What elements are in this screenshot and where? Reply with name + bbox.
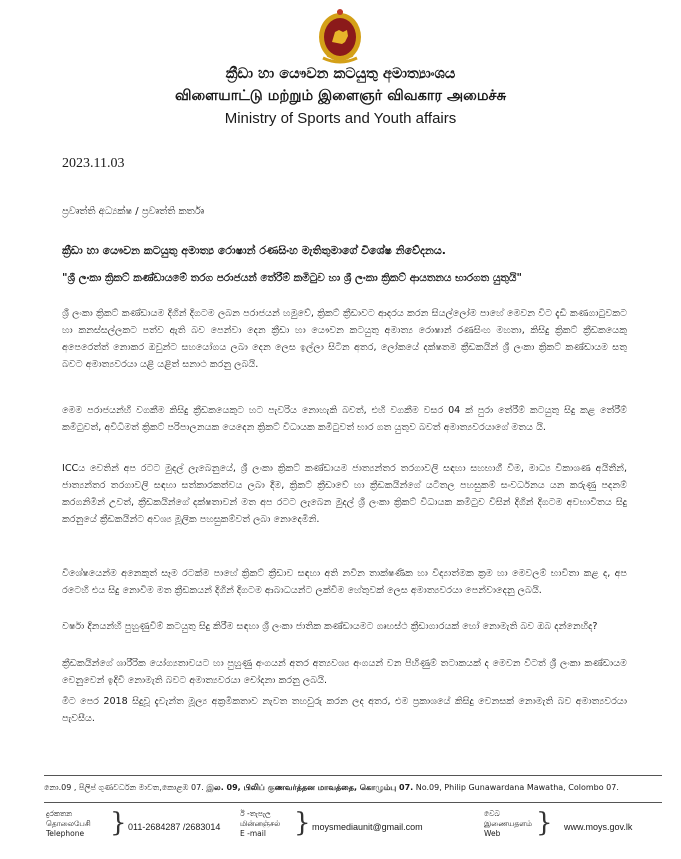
brace-icon: } xyxy=(536,808,553,838)
footer-divider-top xyxy=(44,775,662,776)
body-paragraph: ක්‍රීඩකයින්ගේ ශාරීරික යෝග්‍යතාවයට හා පුහුණු අංගයන් අතර අත්‍යවශ්‍ය අංගයන් වන පිහිණුම් තටාකයක් ද මෙවන විටත් ශ්‍රී ලංකා කණ්ඩායම වෙනුවෙන් ඉදිවී නොමැති බවට අමාත්‍යවරයා චෝදනා කරනු ලබයි. xyxy=(62,658,627,686)
ministry-name-sinhala: ක්‍රීඩා හා යෞවන කටයුතු අමාත්‍යාංශය xyxy=(225,66,456,82)
body-paragraph: වර්ෂා දිනයන්හි පුහුණුවීම් කටයුතු සිදු කිරීම සඳහා ශ්‍රී ලංකා ජාතික කණ්ඩායමට ගෘහස්ථ ක්‍රීඩාගාරයක් හෝ නොමැති බව ඔබ දන්නෙහිද? xyxy=(62,621,598,632)
footer-address xyxy=(44,783,664,793)
address-sinhala: නො.09 , පිලිප් ගුණවර්ධන මාවත,කොළඹ 07. xyxy=(44,783,204,792)
phone-number: 011-2684287 /2683014 xyxy=(128,822,221,832)
sri-lanka-emblem-icon xyxy=(317,8,363,64)
body-paragraph: ශ්‍රී ලංකා ක්‍රිකට් කණ්ඩායම දිගින් දිගටම ලබන පරාජයන් හමුවේ, ක්‍රිකට් ක්‍රීඩාවට ආදරය කරන සියල්ලෝම පාහේ මෙවන විට දැඩි කණගාටුවකට හා කනස්සල්ලකට පත්ව ඇති බව පෙන්වා දෙන ක්‍රීඩා හා යෞවන කටයුතු අමාත්‍ය රොෂාන් රණසිංහ මහතා, කිසිදු ක්‍රිකට් ක්‍රීඩකයෙකු අපෙරෙත්ත් නොකර ඔවුන්ට සහයෝගය ලබා දෙන ලෙස ඉල්ලා සිටින අතර, ලෝකයේ දක්ෂතම ක්‍රීඩකයින් ශ්‍රී ලංකා ක්‍රිකට් කණ්ඩායම සතු බවට අමාත්‍යවරයා යළි යළිත් සනාථ කරනු ලබයි. xyxy=(62,308,627,370)
email-label: ඊ -තැපැල மின்னஞ்சல் E -mail xyxy=(240,809,281,838)
email-address[interactable]: moysmediaunit@gmail.com xyxy=(312,822,423,832)
body-paragraph: ICCය වෙතින් අප රටට මුදල් ලැබෙනුයේ, ශ්‍රී ලංකා ක්‍රිකට් කණ්ඩායම ජාත්‍යන්තර තරගාවලි සඳහා සහභාගී වීම, මාධ්‍ය විකාශණ අයිතීන්, ජාත්‍යන්තර තරගාවලි සඳහා සත්කාරකත්වය ලබා දීම, ක්‍රිකට් ක්‍රීඩාවේ හා ක්‍රීඩකයින්ගේ යටිතල පහසුකම් සංවර්ධනය යන කරුණු පදනම් කරගනිමින් උවත්, ක්‍රීඩකයින්ගේ දක්ෂතාවන් මත අප රටට ලැබෙන මුදල් ශ්‍රී ලංකා ක්‍රිකට් විධායක කමිටුව විසින් දිගින් දිගටම අවභාවිතය සිදු කරනුයේ ක්‍රීඩකයින්ට අවශ්‍ය මූලික පහසුකම්වත් ලබා නොදෙමිනි. xyxy=(62,463,627,525)
brace-icon: } xyxy=(294,808,311,838)
address-tamil: இல. 09, பிலிப் குணவர்த்தன மாவத்தை, கொழும்பு 07. xyxy=(206,783,414,792)
document-date: 2023.11.03 xyxy=(62,156,125,171)
statement-title: ක්‍රීඩා හා යෞවන කටයුතු අමාත්‍ය රොෂාන් රණසිංහ මැතිතුමාගේ විශේෂ නිවේදනය. xyxy=(62,244,446,257)
phone-label: දුරකතන தொலைபேசி Telephone xyxy=(46,809,91,838)
statement-subtitle: "ශ්‍රී ලංකා ක්‍රිකට් කණ්ඩායමේ තරග පරාජයන් තේරීම් කමිටුව හා ශ්‍රී ලංකා ක්‍රිකට් ආයතනය භාරගත යුතුයි" xyxy=(62,272,522,284)
body-paragraph: විශේෂයෙන්ම අනෙකුත් සෑම රටක්ම පාහේ ක්‍රිකට් ක්‍රීඩාව සඳහා අති නවීන තාක්ෂණික හා විද්‍යාත්මක ක්‍රම හා මෙවලම් භාවිතා කළ ද, අප රටෙහි එය සිදු නොවීම මත ක්‍රීඩකයන් දිගින් දිගටම ආබාධයන්ට ලක්වීම හේතුවක් ලෙස අමාත්‍යවරයා පෙන්වාදෙනු ලබයි. xyxy=(62,568,627,596)
recipients-line: ප්‍රවෘත්ති අධ්‍යක්ෂ / ප්‍රවෘත්ති කර්තෘ xyxy=(62,206,205,217)
web-label: වෙබ இணையதளம் Web xyxy=(484,809,533,838)
ministry-name-english: Ministry of Sports and Youth affairs xyxy=(224,110,457,127)
address-english: No.09, Philip Gunawardana Mawatha, Colombo 07. xyxy=(415,783,619,792)
body-paragraph: මෙම පරාජයන්හි වගකීම කිසිදු ක්‍රීඩකයෙකුට හට පැවරිය නොහැකි බවත්, එහි වගකීම වසර 04 ක් පුරා තේරීම් කටයුතු සිදු කළ තේරීම් කමිටුවත්, අවිධිමත් ක්‍රිකට් පරිපාලනයක යෙදෙන ක්‍රිකට් විධායක කමිටුවත් භාර ගත යුතුව බවත් අමාත්‍යවරයාගේ මතය යි. xyxy=(62,405,627,433)
footer-divider-bottom xyxy=(44,802,662,803)
body-paragraph: මීට පෙර 2018 සිදුවූ දැවැන්ත මූල්‍ය අක්‍රමිකතාව නැවත තහවුරු කරන ලද අතර, එම ප්‍රකාශයේ කිසිදු වෙනසක් නොමැති බව අමාත්‍යවරයා පැවසීය. xyxy=(62,696,627,724)
brace-icon: } xyxy=(110,808,127,838)
website-link[interactable]: www.moys.gov.lk xyxy=(564,822,633,832)
ministry-name-tamil: விளையாட்டு மற்றும் இளைஞர் விவகார அமைச்சு xyxy=(174,88,507,104)
